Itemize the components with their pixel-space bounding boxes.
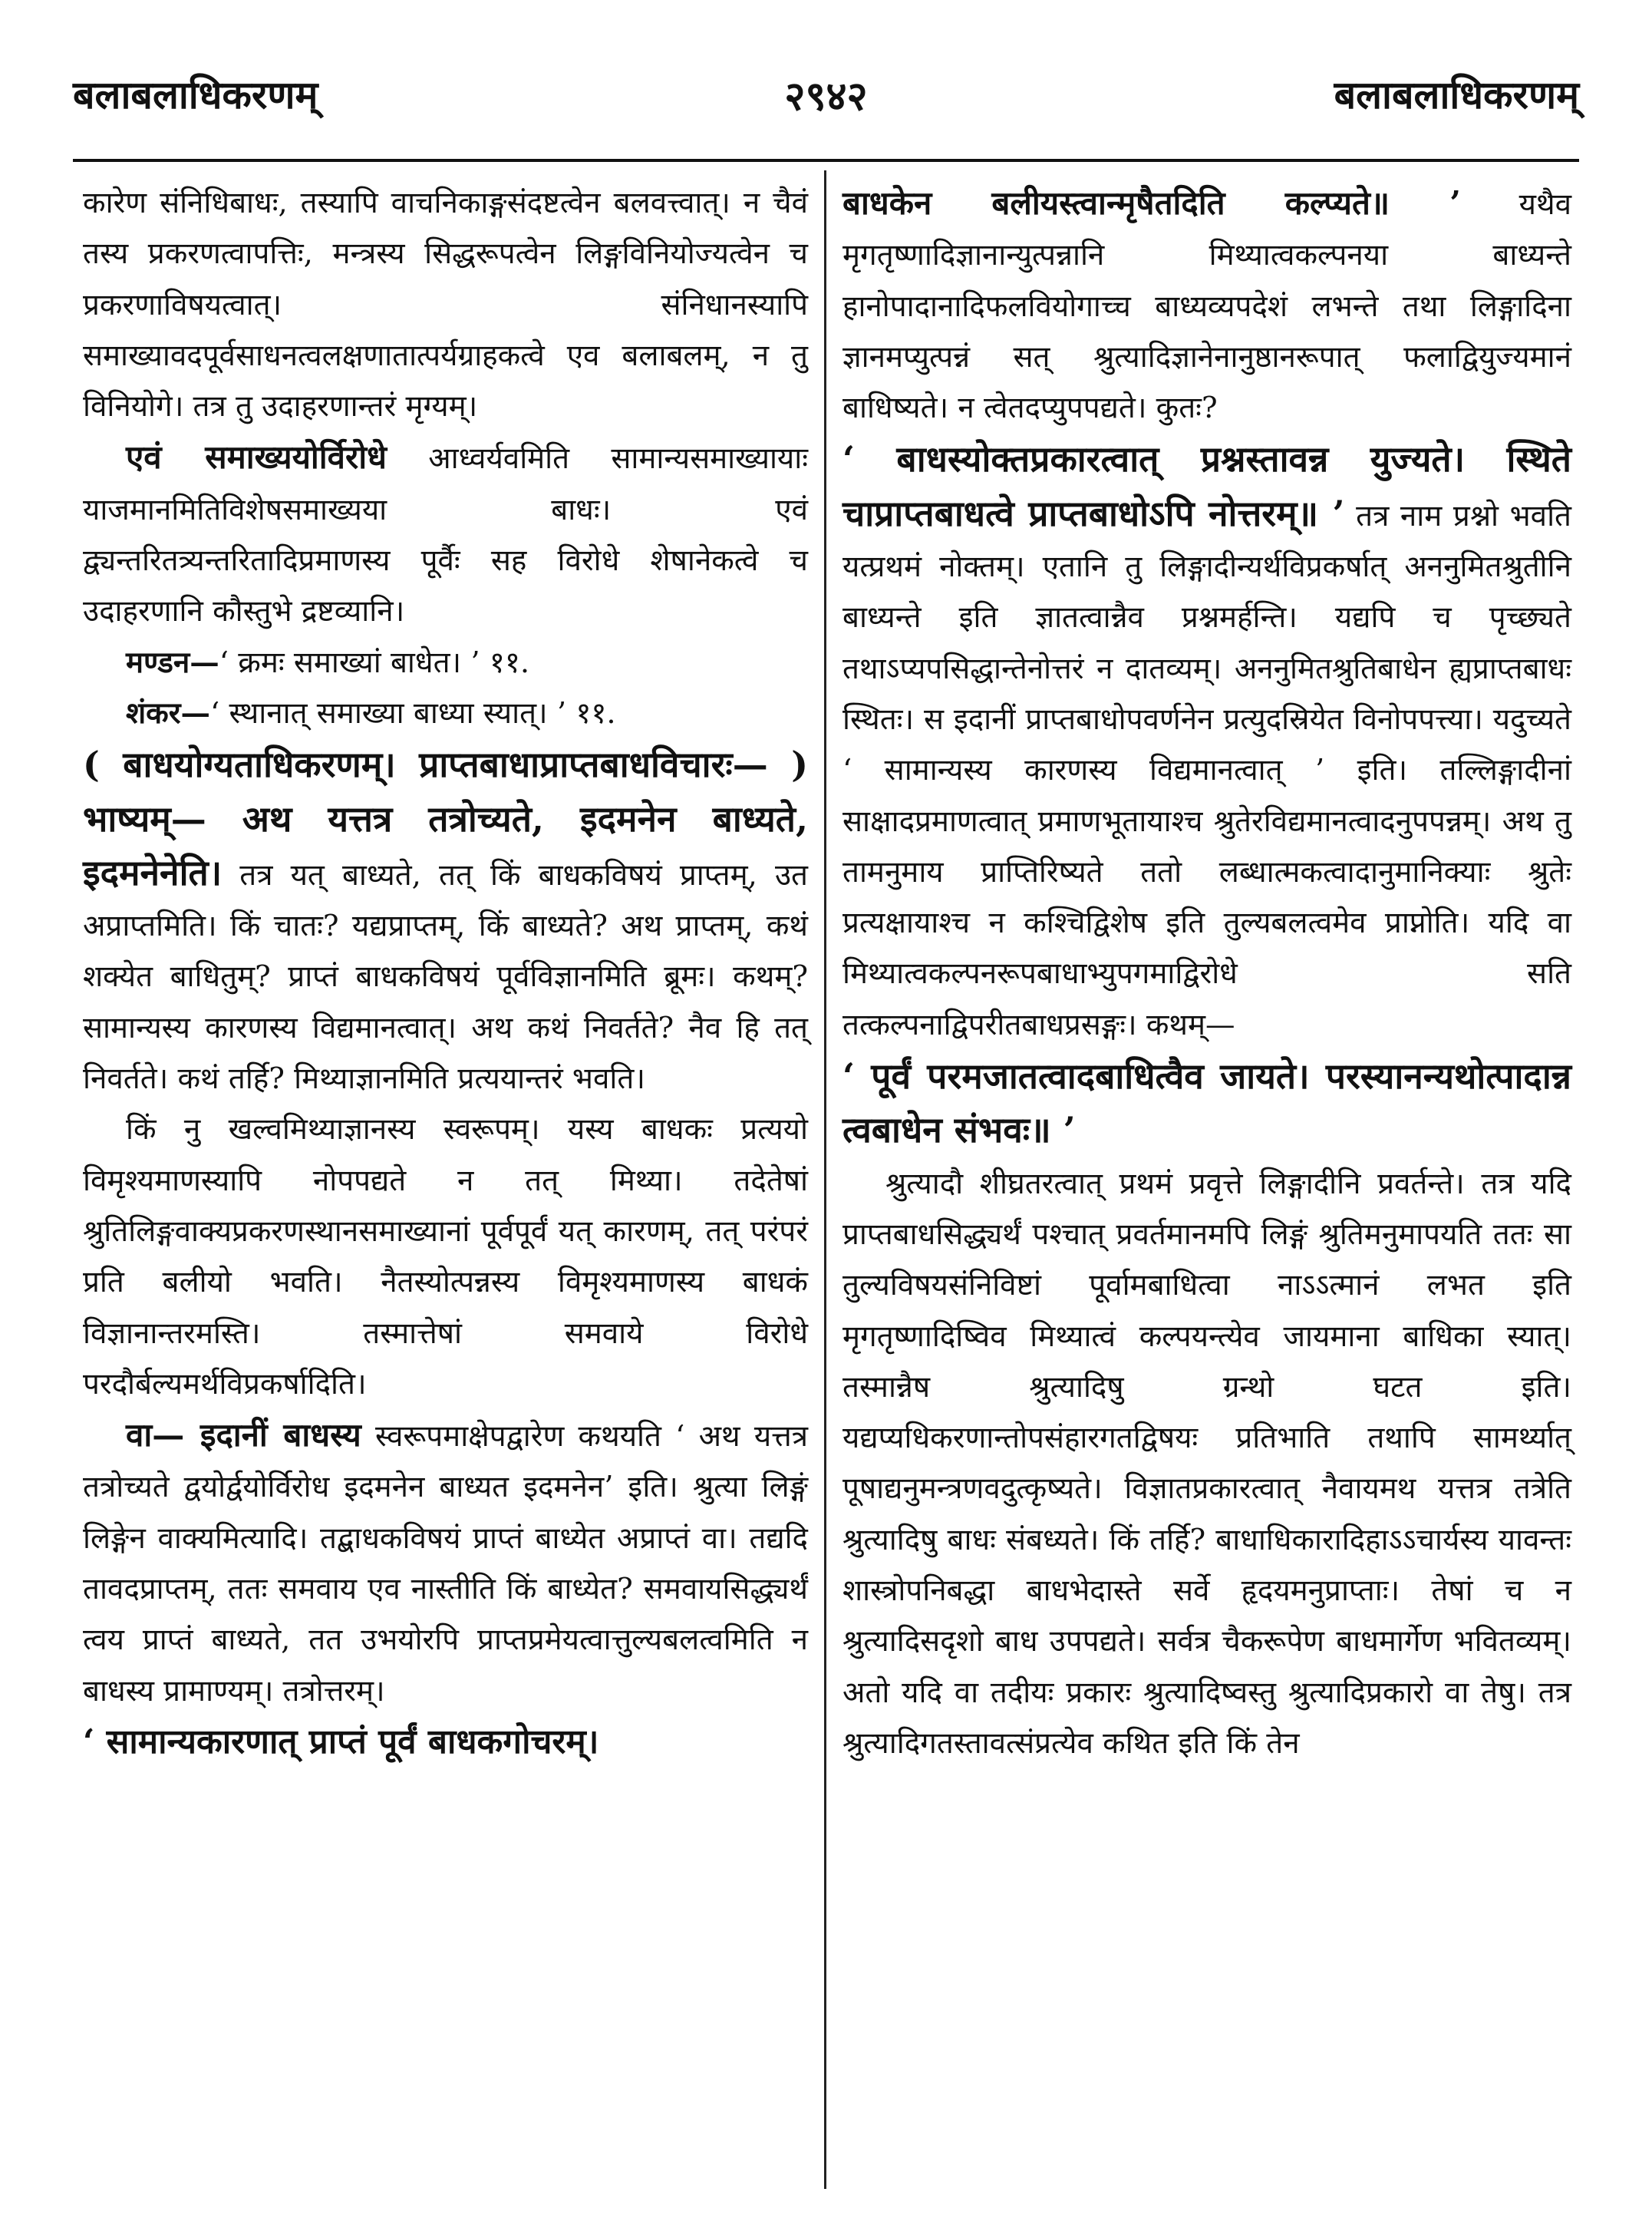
paragraph xyxy=(842,178,1571,434)
paragraph-text: तत्र नाम प्रश्नो भवति यत्प्रथमं नोक्तम्। एतानि तु लिङ्गादीन्यर्थविप्रकर्षात् अननुमितश्रुतीनि बाध्यन्ते इति ज्ञातत्वान्नैव प्रश्नमर्हन्ति। यद्यपि च पृच्छ्यते तथाऽप्यपसिद्धान्तेनोत्तरं न दातव्यम्। अननुमितश्रुतिबाधेन ह्यप्राप्तबाधः स्थितः। स इदानीं प्राप्तबाधोपवर्णनेन प्रत्युदस्रियेत विनोपपत्त्या। यदुच्यते ‘ सामान्यस्य कारणस्य विद्यमानत्वात् ’ इति। तल्लिङ्गादीनां साक्षादप्रमाणत्वात् प्रमाणभूतायाश्च श्रुतेरविद्यमानत्वादनुपपन्नम्। अथ तु तामनुमाय प्राप्तिरिष्यते ततो लब्धात्मकत्वादानुमानिक्याः श्रुतेः प्रत्यक्षायाश्च न कश्चिद्विशेष इति तुल्यबलत्वमेव प्राप्नोति। यदि वा मिथ्यात्वकल्पनरूपबाधाभ्युपगमाद्विरोधे सति तत्कल्पनाद्विपरीतबाधप्रसङ्गः। कथम्— xyxy=(842,498,1572,1042)
section-heading: ( बाधयोग्यताधिकरणम्। प्राप्तबाधाप्राप्तबाधविचारः— ) भाष्यम्— अथ यत्तत्र तत्रोच्यते, इदमनेन बाध्यते, इदमनेनेति। xyxy=(83,744,808,893)
header-rule xyxy=(73,159,1579,162)
paragraph: किं नु खल्वमिथ्याज्ञानस्य स्वरूपम्। यस्य बाधकः प्रत्ययो विमृश्यमाणस्यापि नोपपद्यते न तत् मिथ्या। तदेतेषां श्रुतिलिङ्गवाक्यप्रकरणस्थानसमाख्यानां पूर्वपूर्वं यत् कारणम्, तत् परंपरं प्रति बलीयो भवति। नैतस्योत्पन्नस्य विमृश्यमाणस्य बाधकं विज्ञानान्तरमस्ति। तस्मात्तेषां समवाये विरोधे परदौर्बल्यमर्थविप्रकर्षादिति। xyxy=(83,1112,808,1401)
running-title-right: बलाबलाधिकरणम् xyxy=(1334,72,1579,117)
quote-label: मण्डन— xyxy=(126,645,219,680)
quote-line xyxy=(83,688,808,739)
left-column xyxy=(83,178,808,1768)
paragraph xyxy=(83,1410,808,1717)
column-divider xyxy=(824,170,826,2189)
page-header xyxy=(73,68,1579,129)
page-number: २९४२ xyxy=(784,73,868,120)
right-column xyxy=(842,178,1571,1769)
bold-phrase: एवं समाख्ययोर्विरोधे xyxy=(126,438,387,477)
verse-line: ‘ सामान्यकारणात् प्राप्तं पूर्वं बाधकगोचरम्। xyxy=(83,1722,599,1761)
running-title-left: बलाबलाधिकरणम् xyxy=(73,72,318,117)
paragraph xyxy=(83,432,808,637)
paragraph-text: यथैव मृगतृष्णादिज्ञानान्युत्पन्नानि मिथ्यात्वकल्पनया बाध्यन्ते हानोपादानादिफलवियोगाच्च बाध्यव्यपदेशं लभन्ते तथा लिङ्गादिना ज्ञानमप्युत्पन्नं सत् श्रुत्यादिज्ञानेनानुष्ठानरूपात् फलाद्वियुज्यमानं बाधिष्यते। न त्वेतदप्युपपद्यते। कुतः? xyxy=(842,187,1572,426)
paragraph-text: आध्वर्यवमिति सामान्यसमाख्यायाः याजमानमितिविशेषसमाख्यया बाधः। एवं द्व्यन्तरितत्र्यन्तरितादिप्रमाणस्य पूर्वैः सह विरोधे शेषानेकत्वे च उदाहरणानि कौस्तुभे द्रष्टव्यानि। xyxy=(83,441,808,629)
paragraph-text: तत्र यत् बाध्यते, तत् किं बाधकविषयं प्राप्तम्, उत अप्राप्तमिति। किं चातः? यद्यप्राप्तम्, किं बाध्यते? अथ प्राप्तम्, कथं शक्येत बाधितुम्? प्राप्तं बाधकविषयं पूर्वविज्ञानमिति ब्रूमः। कथम्? सामान्यस्य कारणस्य विद्यमानत्वात्। अथ कथं निवर्तते? नैव हि तत् निवर्तते। कथं तर्हि? मिथ्याज्ञानमिति प्रत्ययान्तरं भवति। xyxy=(83,857,808,1097)
paragraph: कारेण संनिधिबाधः, तस्यापि वाचनिकाङ्गसंदष्टत्वेन बलवत्त्वात्। न चैवं तस्य प्रकरणत्वापत्तिः, मन्त्रस्य सिद्धरूपत्वेन लिङ्गविनियोज्यत्वेन च प्रकरणाविषयत्वात्। संनिधानस्यापि समाख्यावदपूर्वसाधनत्वलक्षणातात्पर्यग्राहकत्वे एव बलाबलम्, न तु विनियोगे। तत्र तु उदाहरणान्तरं मृग्यम्। xyxy=(83,186,808,424)
quote-label: शंकर— xyxy=(126,695,210,731)
verse: बाधकेन बलीयस्त्वान्मृषैतदिति कल्प्यते॥ ’ xyxy=(842,184,1461,222)
quote-text: ‘ क्रमः समाख्यां बाधेत। ’ ११. xyxy=(219,645,530,680)
quote-line xyxy=(83,638,808,688)
paragraph xyxy=(83,739,808,1104)
paragraph: श्रुत्यादौ शीघ्रतरत्वात् प्रथमं प्रवृत्ते लिङ्गादीनि प्रवर्तन्ते। तत्र यदि प्राप्तबाधसिद्ध्यर्थं पश्चात् प्रवर्तमानमपि लिङ्गं श्रुतिमनुमापयति ततः सा तुल्यविषयसंनिविष्टां पूर्वामबाधित्वा नाऽऽत्मानं लभत इति मृगतृष्णादिष्विव मिथ्यात्वं कल्पयन्त्येव जायमाना बाधिका स्यात्। तस्मान्नैष श्रुत्यादिषु ग्रन्थो घटत इति। यद्यप्यधिकरणान्तोपसंहारगतद्विषयः प्रतिभाति तथापि सामर्थ्यात् पूषाद्यनुमन्त्रणवदुत्कृष्यते। विज्ञातप्रकारत्वात् नैवायमथ यत्तत्र तत्रेति श्रुत्यादिषु बाधः संबध्यते। किं तर्हि? बाधाधिकारादिहाऽऽचार्यस्य यावन्तः शास्त्रोपनिबद्धा बाधभेदास्ते सर्वे हृदयमनुप्राप्ताः। तेषां च न श्रुत्यादिसदृशो बाध उपपद्यते। सर्वत्र चैकरूपेण बाधमार्गेण भवितव्यम्। अतो यदि वा तदीयः प्रकारः श्रुत्यादिष्वस्तु श्रुत्यादिप्रकारो वा तेषु। तत्र श्रुत्यादिगतस्तावत्संप्रत्येव कथित इति किं तेन xyxy=(842,1166,1571,1761)
paragraph xyxy=(842,434,1571,1051)
bold-phrase: वा— इदानीं बाधस्य xyxy=(126,1416,361,1454)
verse: ‘ पूर्वं परमजातत्वादबाधित्वैव जायते। परस्यानन्यथोत्पादान्न त्वबाधेन संभवः॥ ’ xyxy=(842,1055,1571,1151)
paragraph-text: स्वरूपमाक्षेपद्वारेण कथयति ‘ अथ यत्तत्र तत्रोच्यते द्वयोर्द्वयोर्विरोध इदमनेन बाध्यत इदमनेन’ इति। श्रुत्या लिङ्गं लिङ्गेन वाक्यमित्यादि। तद्बाधकविषयं प्राप्तं बाध्येत अप्राप्तं वा। तद्यदि तावदप्राप्तम्, ततः समवाय एव नास्तीति किं बाध्येत? समवायसिद्ध्यर्थं त्वय प्राप्तं बाध्यते, तत उभयोरपि प्राप्तप्रमेयत्वात्तुल्यबलत्वमिति न बाधस्य प्रामाण्यम्। तत्रोत्तरम्। xyxy=(83,1419,808,1708)
quote-text: ‘ स्थानात् समाख्या बाध्या स्यात्। ’ ११. xyxy=(210,695,616,731)
verse-line xyxy=(842,1051,1571,1159)
verse: ‘ बाधस्योक्तप्रकारत्वात् प्रश्नस्तावन्न युज्यते। स्थिते चाप्राप्तबाधत्वे प्राप्तबाधोऽपि नोत्तरम्॥ ’ xyxy=(842,438,1571,534)
